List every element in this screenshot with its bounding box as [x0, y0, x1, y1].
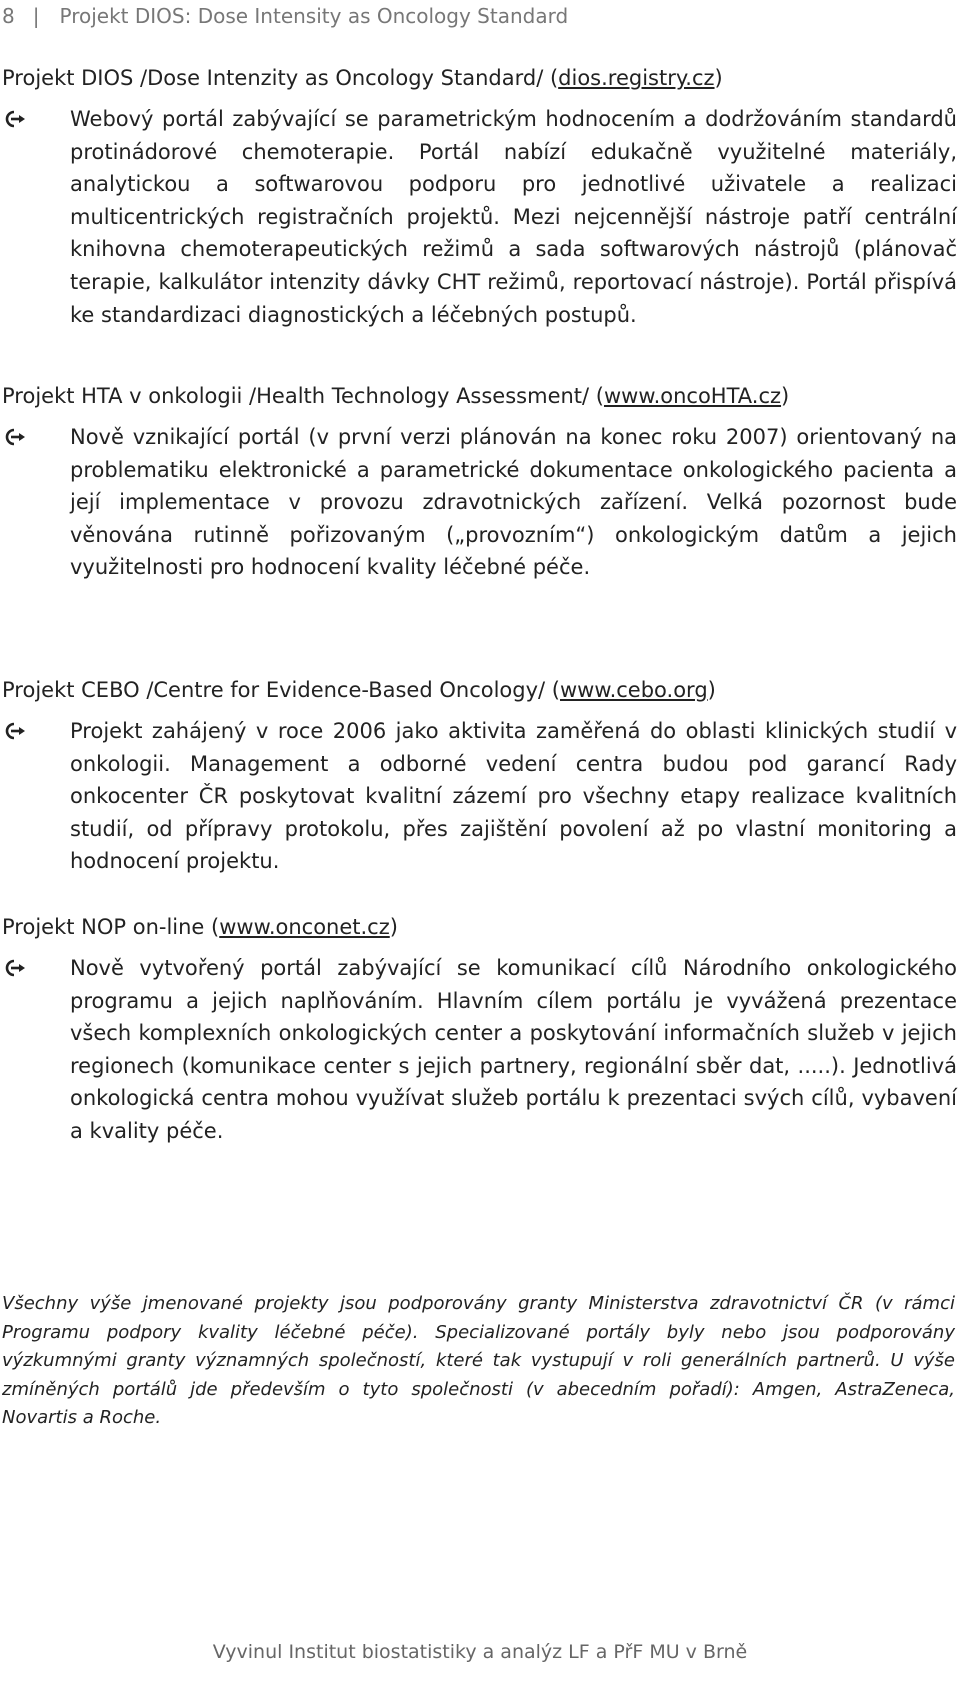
section-heading-text: Projekt HTA v onkologii /Health Technology Assessment/ ( — [2, 384, 604, 408]
section-heading-suffix: ) — [714, 66, 723, 90]
oncohta-link[interactable]: www.oncoHTA.cz — [603, 384, 782, 408]
section-dios — [2, 63, 957, 331]
arrow-bullet-icon — [2, 109, 26, 129]
header-title: Projekt DIOS: Dose Intensity as Oncology Standard — [59, 4, 569, 28]
bullet-text: Nově vytvořený portál zabývající se komunikací cílů Národního onkologického programu a jejich naplňováním. Hlavním cílem portálu je vyvážená prezentace všech komplexních onkologických center a poskytování informačních služeb v jejich regionech (komunikace center s jejich partnery, regionální sběr dat, .....). Jednotlivá onkologická centra mohou využívat služeb portálu k prezentaci svých cílů, vybavení a kvality péče. — [70, 956, 957, 1143]
running-header — [2, 4, 568, 28]
cebo-link[interactable]: www.cebo.org — [559, 678, 708, 702]
section-hta — [2, 381, 957, 584]
section-heading — [2, 675, 957, 705]
section-heading — [2, 63, 957, 93]
bullet-text: Nově vznikající portál (v první verzi plánován na konec roku 2007) orientovaný na problematiku elektronické a parametrické dokumentace onkologického pacienta a její implementace v provozu zdravotnických zařízení. Velká pozornost bude věnována rutinně pořizovaným („provozním“) onkologickým datům a jejich využitelnosti pro hodnocení kvality léčebné péče. — [70, 425, 957, 580]
page-number: 8 — [2, 4, 15, 28]
funding-note: Všechny výše jmenované projekty jsou podporovány granty Ministerstva zdravotnictví ČR (v rámci Programu podpory kvality léčebné péče). Specializované portály byly nebo jsou podporovány výzkumnými granty významných společností, které tak vystupují v roli generálních partnerů. U výše zmíněných portálů jde především o tyto společnosti (v abecedním pořadí): Amgen, AstraZeneca, Novartis a Roche. — [2, 1293, 955, 1428]
section-heading-text: Projekt CEBO /Centre for Evidence-Based Oncology/ ( — [2, 678, 560, 702]
bullet-text: Webový portál zabývající se parametrickým hodnocením a dodržováním standardů protinádorové chemoterapie. Portál nabízí edukačně využitelné materiály, analytickou a softwarovou podporu pro jednotlivé uživatele a realizaci multicentrických registračních projektů. Mezi nejcennější nástroje patří centrální knihovna chemoterapeutických režimů a sada softwarových nástrojů (plánovač terapie, kalkulátor intenzity dávky CHT režimů, reportovací nástroje). Portál přispívá ke standardizaci diagnostických a léčebných postupů. — [70, 107, 957, 327]
section-heading — [2, 381, 957, 411]
arrow-bullet-icon — [2, 958, 26, 978]
arrow-bullet-icon — [2, 427, 26, 447]
bullet-item — [2, 952, 957, 1148]
section-heading-suffix: ) — [781, 384, 790, 408]
section-heading-suffix: ) — [389, 915, 398, 939]
section-heading-text: Projekt NOP on-line ( — [2, 915, 220, 939]
dios-link[interactable]: dios.registry.cz — [558, 66, 715, 90]
bullet-item — [2, 421, 957, 584]
section-heading-suffix: ) — [707, 678, 716, 702]
page-footer: Vyvinul Institut biostatistiky a analýz LF a PřF MU v Brně — [212, 1641, 748, 1663]
section-nop — [2, 912, 957, 1148]
header-separator: | — [32, 4, 40, 28]
onconet-link[interactable]: www.onconet.cz — [219, 915, 390, 939]
arrow-bullet-icon — [2, 721, 26, 741]
section-heading-text: Projekt DIOS /Dose Intenzity as Oncology Standard/ ( — [2, 66, 559, 90]
bullet-item — [2, 715, 957, 878]
section-cebo — [2, 675, 957, 878]
section-heading — [2, 912, 957, 942]
bullet-text: Projekt zahájený v roce 2006 jako aktivita zaměřená do oblasti klinických studií v onkologii. Management a odborné vedení centra budou pod garancí Rady onkocenter ČR poskytovat kvalitní zázemí pro všechny etapy realizace kvalitních studií, od přípravy protokolu, přes zajištění povolení až po vlastní monitoring a hodnocení projektu. — [70, 719, 957, 874]
bullet-item — [2, 103, 957, 331]
